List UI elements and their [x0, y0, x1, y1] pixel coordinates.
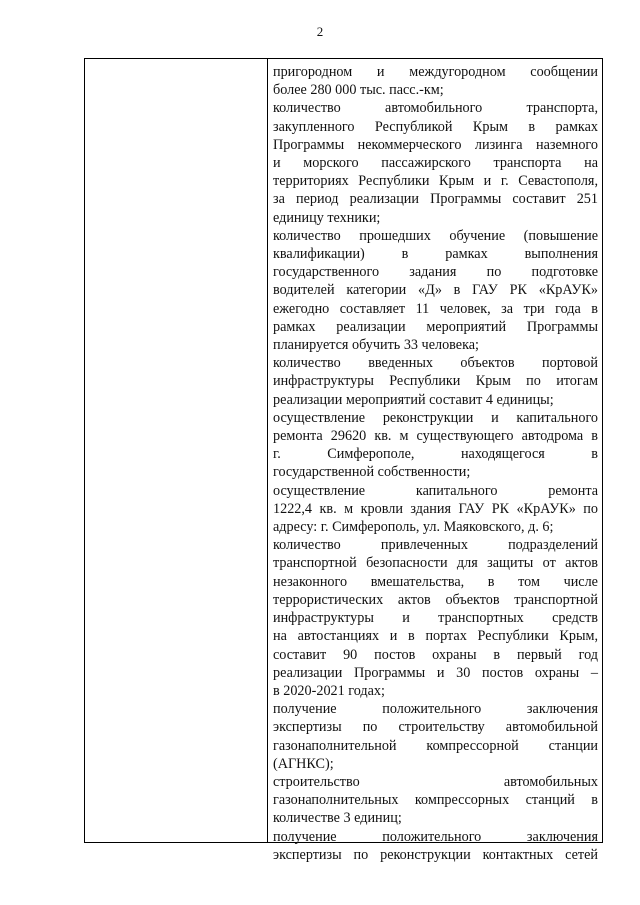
text-line: количество прошедших обучение (повышение — [273, 227, 598, 244]
text-line: в 2020-2021 годах; — [273, 682, 385, 699]
text-line: террористических актов объектов транспортной — [273, 591, 598, 608]
text-line: количество введенных объектов портовой — [273, 355, 598, 372]
text-line: осуществление реконструкции и капитального — [273, 409, 598, 426]
text-line: за период реализации Программы составит 251 — [273, 191, 598, 208]
page-number: 2 — [316, 24, 324, 39]
text-line: территориях Республики Крым и г. Севастополя, — [273, 173, 598, 190]
text-line: 1222,4 кв. м кровли здания ГАУ РК «КрАУК» по — [273, 500, 598, 517]
document-table — [84, 58, 603, 863]
text-line: реализации мероприятий составит 4 единицы; — [273, 391, 554, 408]
text-line: составит 90 постов охраны в первый год — [273, 646, 598, 663]
text-line: Программы некоммерческого лизинга наземного — [273, 136, 598, 153]
text-line: получение положительного заключения — [273, 828, 598, 845]
text-line: реализации Программы и 30 постов охраны – — [273, 664, 598, 681]
text-line: осуществление капитального ремонта — [273, 482, 598, 499]
text-line: ремонта 29620 кв. м существующего автодрома в — [273, 428, 598, 445]
text-line: г. Симферополе, находящегося в — [273, 446, 598, 463]
text-line: экспертизы по реконструкции контактных сетей — [273, 846, 598, 863]
text-line: количество автомобильного транспорта, — [273, 100, 598, 117]
text-line: инфраструктуры и транспортных средств — [273, 610, 598, 627]
text-line: ежегодно составляет 11 человек, за три года в — [273, 300, 598, 317]
table-left-cell — [85, 59, 268, 842]
text-line: газонаполнительной компрессорной станции — [273, 737, 598, 754]
text-line: (АГНКС); — [273, 755, 334, 772]
text-line: квалификации) в рамках выполнения — [273, 246, 598, 263]
text-line: водителей категории «Д» в ГАУ РК «КрАУК» — [273, 282, 598, 299]
text-line: и морского пассажирского транспорта на — [273, 155, 598, 172]
text-line: более 280 000 тыс. пасс.-км; — [273, 82, 444, 99]
table-right-cell — [268, 59, 602, 863]
text-line: газонаполнительных компрессорных станций в — [273, 792, 598, 809]
text-line: инфраструктуры Республики Крым по итогам — [273, 373, 598, 390]
text-line: транспортной безопасности для защиты от актов — [273, 555, 598, 572]
text-line: адресу: г. Симферополь, ул. Маяковского, д. 6; — [273, 519, 554, 536]
text-line: государственной собственности; — [273, 464, 471, 481]
text-line: закупленного Республикой Крым в рамках — [273, 118, 598, 135]
text-line: получение положительного заключения — [273, 701, 598, 718]
text-line: незаконного вмешательства, в том числе — [273, 573, 598, 590]
text-line: строительство автомобильных — [273, 773, 598, 790]
text-line: пригородном и междугородном сообщении — [273, 64, 598, 80]
text-line: планируется обучить 33 человека; — [273, 337, 479, 354]
text-line: единицу техники; — [273, 209, 381, 226]
text-line: рамках реализации мероприятий Программы — [273, 318, 598, 335]
text-line: государственного задания по подготовке — [273, 264, 598, 281]
text-line: экспертизы по строительству автомобильной — [273, 719, 598, 736]
text-line: количество привлеченных подразделений — [273, 537, 598, 554]
text-line: на автостанциях и в портах Республики Крым, — [273, 628, 598, 645]
text-line: количестве 3 единиц; — [273, 810, 402, 827]
